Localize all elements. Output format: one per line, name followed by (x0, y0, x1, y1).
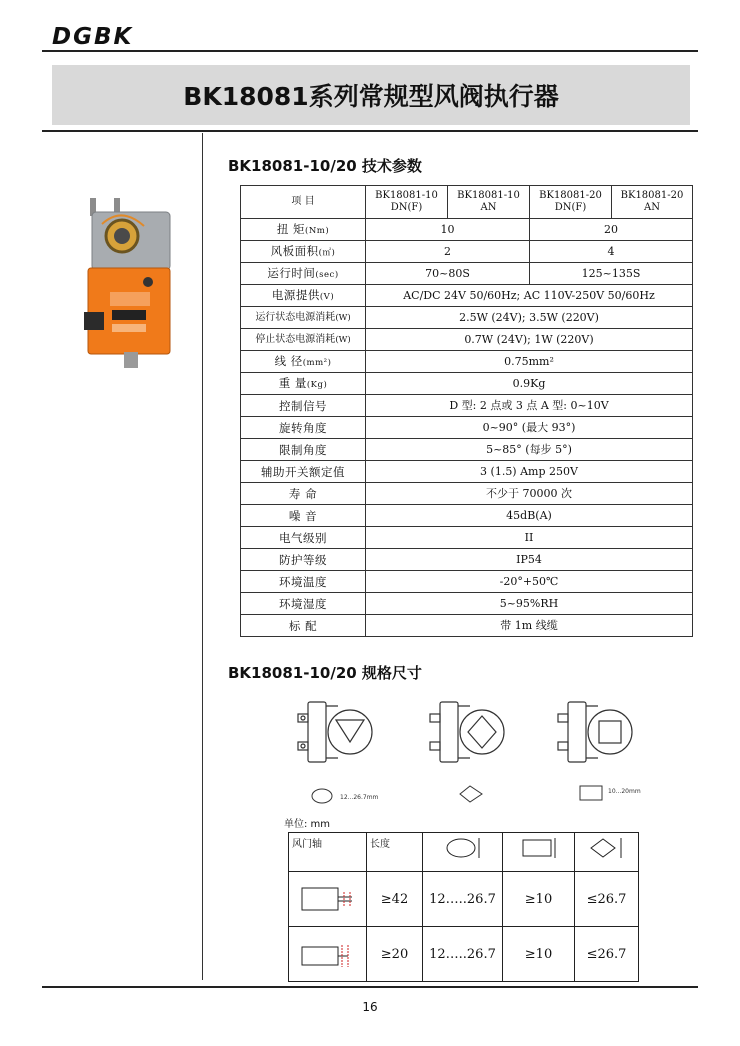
spec-label: 电气级别 (241, 527, 366, 549)
dimension-header-row (289, 833, 639, 872)
item-header: 项 目 (241, 186, 366, 219)
dimension-row (289, 872, 639, 927)
square-shaft-range: 10...20mm (608, 788, 641, 795)
page-title: BK18081系列常规型风阀执行器 (183, 82, 559, 111)
spec-value: 0.7W (24V); 1W (220V) (366, 329, 693, 351)
square-shaft-icon (515, 835, 563, 861)
spec-table (240, 185, 693, 637)
spec-row-control-signal (241, 395, 693, 417)
spec-label: 旋转角度 (241, 417, 366, 439)
spec-row-aux-switch (241, 461, 693, 483)
spec-value: -20°+50℃ (366, 571, 693, 593)
spec-value: 0~90° (最大 93°) (366, 417, 693, 439)
spec-value: D 型: 2 点或 3 点 A 型: 0~10V (366, 395, 693, 417)
spec-label: 风板面积(㎡) (241, 241, 366, 263)
spec-value: 0.75mm² (366, 351, 693, 373)
column-divider (202, 133, 203, 980)
spec-row-limit-angle (241, 439, 693, 461)
actuator-product-image (84, 196, 180, 368)
title-band (52, 65, 690, 125)
diamond-shaft-icon (583, 835, 631, 861)
spec-row-protection-class (241, 549, 693, 571)
clamp-round-drawing (298, 702, 372, 762)
square-shaft-header (503, 833, 575, 872)
round-value: 12…..26.7 (423, 872, 503, 927)
round-shaft-range: 12...26.7mm (340, 794, 379, 801)
spec-row-rotation-angle (241, 417, 693, 439)
spec-row-ambient-temp (241, 571, 693, 593)
spec-label: 辅助开关额定值 (241, 461, 366, 483)
spec-row-standard-accessory (241, 615, 693, 637)
spec-row-holding-power (241, 329, 693, 351)
spec-label: 环境温度 (241, 571, 366, 593)
long-shaft-icon (298, 884, 358, 914)
spec-label: 运行时间(sec) (241, 263, 366, 285)
diamond-value: ≤26.7 (575, 927, 639, 982)
spec-value: 70~80S (366, 263, 530, 285)
model-header-10-dn: BK18081-10 DN(F) (366, 186, 448, 219)
clamp-square-drawing (558, 702, 632, 762)
diamond-shaft-header (575, 833, 639, 872)
length-header: 长度 (367, 833, 423, 872)
spec-value: 5~95%RH (366, 593, 693, 615)
spec-label: 控制信号 (241, 395, 366, 417)
dimension-table (288, 832, 639, 982)
model-header-20-an: BK18081-20 AN (612, 186, 693, 219)
shaft-long-drawing (289, 872, 367, 927)
spec-value: 4 (530, 241, 693, 263)
length-value: ≥42 (367, 872, 423, 927)
spec-value: 2.5W (24V); 3.5W (220V) (366, 307, 693, 329)
round-value: 12…..26.7 (423, 927, 503, 982)
square-value: ≥10 (503, 927, 575, 982)
spec-label: 标 配 (241, 615, 366, 637)
spec-row-weight (241, 373, 693, 395)
spec-value: 5~85° (每步 5°) (366, 439, 693, 461)
spec-row-run-time (241, 263, 693, 285)
spec-value: 2 (366, 241, 530, 263)
spec-label: 噪 音 (241, 505, 366, 527)
spec-value: 10 (366, 219, 530, 241)
spec-label: 防护等级 (241, 549, 366, 571)
spec-row-wire-gauge (241, 351, 693, 373)
dimension-heading: BK18081-10/20 规格尺寸 (228, 664, 422, 682)
clamp-drawings (292, 690, 692, 810)
title-rule (42, 130, 698, 132)
spec-value: 125~135S (530, 263, 693, 285)
short-shaft-icon (298, 939, 358, 969)
spec-row-torque (241, 219, 693, 241)
spec-value: 带 1m 线缆 (366, 615, 693, 637)
spec-heading: BK18081-10/20 技术参数 (228, 157, 422, 175)
spec-label: 运行状态电源消耗(W) (241, 307, 366, 329)
spec-row-damper-area (241, 241, 693, 263)
spec-value: 45dB(A) (366, 505, 693, 527)
square-value: ≥10 (503, 872, 575, 927)
spec-row-lifespan (241, 483, 693, 505)
length-value: ≥20 (367, 927, 423, 982)
brand-logo: DGBK (52, 24, 134, 50)
round-shaft-header (423, 833, 503, 872)
spec-label: 扭 矩(Nm) (241, 219, 366, 241)
spec-row-noise (241, 505, 693, 527)
spec-value: 不少于 70000 次 (366, 483, 693, 505)
spec-label: 停止状态电源消耗(W) (241, 329, 366, 351)
shaft-short-drawing (289, 927, 367, 982)
spec-value: 20 (530, 219, 693, 241)
spec-value: 0.9Kg (366, 373, 693, 395)
spec-label: 重 量(Kg) (241, 373, 366, 395)
spec-label: 环境湿度 (241, 593, 366, 615)
spec-row-ambient-humidity (241, 593, 693, 615)
dimension-row (289, 927, 639, 982)
footer-rule (42, 986, 698, 988)
spec-label: 限制角度 (241, 439, 366, 461)
spec-value: II (366, 527, 693, 549)
spec-row-power-supply (241, 285, 693, 307)
spec-label: 电源提供(V) (241, 285, 366, 307)
page-number: 16 (362, 1000, 378, 1014)
spec-label: 线 径(mm²) (241, 351, 366, 373)
spec-row-running-power (241, 307, 693, 329)
spec-header-row (241, 186, 693, 219)
spec-label: 寿 命 (241, 483, 366, 505)
spec-value: IP54 (366, 549, 693, 571)
diamond-value: ≤26.7 (575, 872, 639, 927)
round-shaft-icon (439, 835, 487, 861)
unit-label: 单位: mm (284, 819, 331, 830)
spec-value: 3 (1.5) Amp 250V (366, 461, 693, 483)
clamp-diamond-drawing (430, 702, 504, 762)
model-header-10-an: BK18081-10 AN (448, 186, 530, 219)
header-rule (42, 50, 698, 52)
spec-row-electrical-class (241, 527, 693, 549)
model-header-20-dn: BK18081-20 DN(F) (530, 186, 612, 219)
shaft-header: 风门轴 (289, 833, 367, 872)
spec-value: AC/DC 24V 50/60Hz; AC 110V-250V 50/60Hz (366, 285, 693, 307)
